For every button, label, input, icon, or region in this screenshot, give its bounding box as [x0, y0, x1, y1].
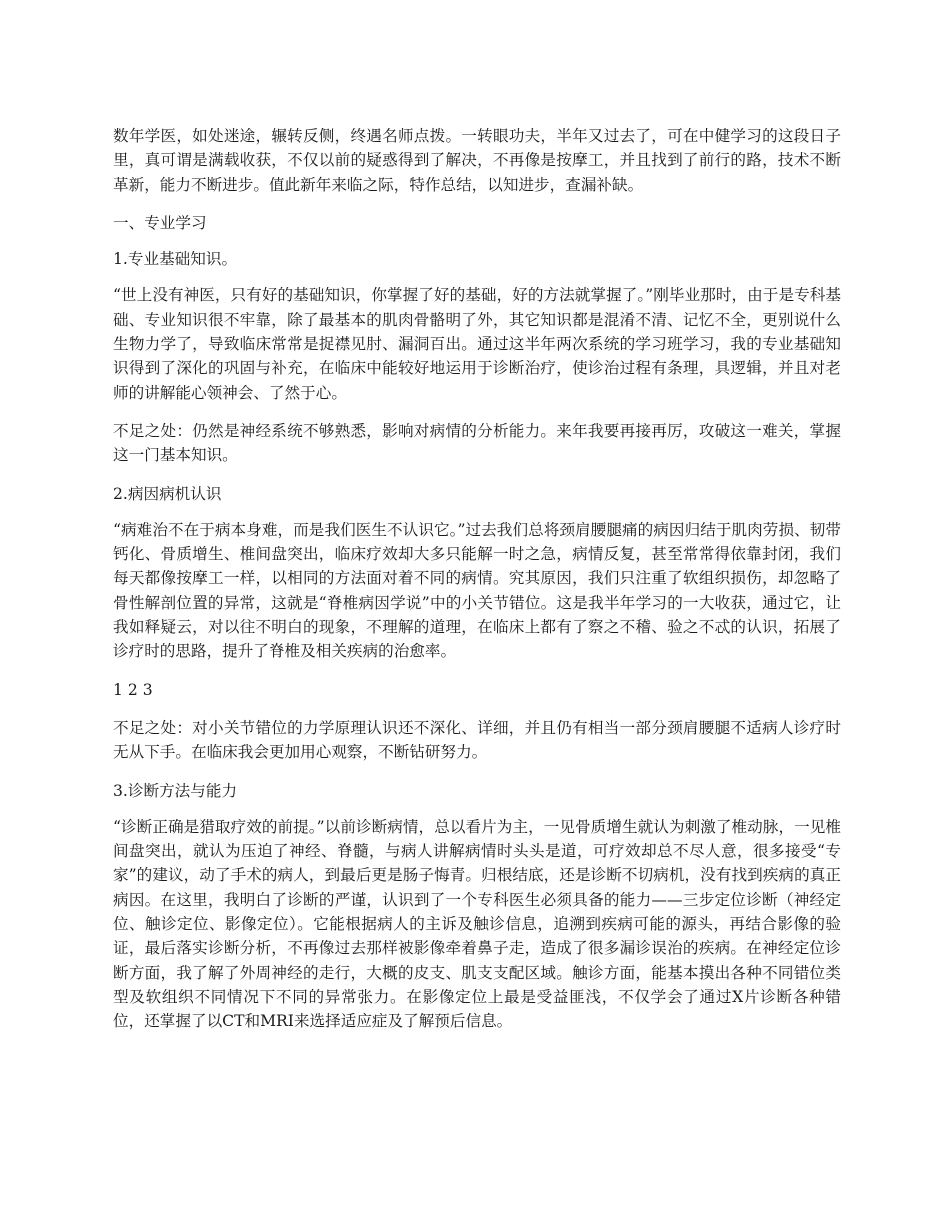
paragraph-etiology: “病难治不在于病本身难，而是我们医生不认识它。”过去我们总将颈肩腰腿痛的病因归结于肌肉劳损、韧带钙化、骨质增生、椎间盘突出，临床疗效却大多只能解一时之急，病情反复，甚至常常得依靠封闭，我们每天都像按摩工一样，以相同的方法面对着不同的病情。究其原因，我们只注重了软组织损伤，却忽略了骨性解剖位置的异常，这就是“脊椎病因学说”中的小关节错位。这是我半年学习的一大收获，通过它，让我如释疑云，对以往不明白的现象，不理解的道理，在临床上都有了察之不稽、验之不忒的认识，拓展了诊疗时的思路，提升了脊椎及相关疾病的治愈率。 — [113, 520, 841, 661]
intro-paragraph: 数年学医，如处迷途，辗转反侧，终遇名师点拨。一转眼功夫，半年又过去了，可在中健学习的这段日子里，真可谓是满载收获，不仅以前的疑惑得到了解决，不再像是按摩工，并且找到了前行的路，技术不断革新，能力不断进步。值此新年来临之际，特作总结，以知进步，查漏补缺。 — [113, 127, 841, 194]
paragraph-shortcoming-1: 不足之处：仍然是神经系统不够熟悉，影响对病情的分析能力。来年我要再接再厉，攻破这一难关，掌握这一门基本知识。 — [113, 421, 841, 465]
subheading-diagnosis: 3.诊断方法与能力 — [113, 781, 238, 800]
section-heading-professional-study: 一、专业学习 — [113, 213, 207, 232]
subheading-basic-knowledge: 1.专业基础知识。 — [113, 250, 238, 269]
paragraph-diagnosis: “诊断正确是猎取疗效的前提。”以前诊断病情，总以看片为主，一见骨质增生就认为刺激了椎动脉，一见椎间盘突出，就认为压迫了神经、脊髓，与病人讲解病情时头头是道，可疗效却总不尽人意，很多接受“专家”的建议，动了手术的病人，到最后更是肠子悔青。归根结底，还是诊断不切病机，没有找到疾病的真正病因。在这里，我明白了诊断的严谨，认识到了一个专科医生必须具备的能力——三步定位诊断（神经定位、触诊定位、影像定位）。它能根据病人的主诉及触诊信息，追溯到疾病可能的源头，再结合影像的验证，最后落实诊断分析，不再像过去那样被影像牵着鼻子走，造成了很多漏诊误治的疾病。在神经定位诊断方面，我了解了外周神经的走行，大概的皮支、肌支支配区域。触诊方面，能基本摸出各种不同错位类型及软组织不同情况下不同的异常张力。在影像定位上最是受益匪浅，不仅学会了通过X片诊断各种错位，还掌握了以CT和MRI来选择适应症及了解预后信息。 — [113, 817, 841, 1031]
paragraph-basic-knowledge: “世上没有神医，只有好的基础知识，你掌握了好的基础，好的方法就掌握了。”刚毕业那时，由于是专科基础、专业知识很不牢靠，除了最基本的肌肉骨骼明了外，其它知识都是混淆不清、记忆不全，更别说什么生物力学了，导致临床常常是捉襟见肘、漏洞百出。通过这半年两次系统的学习班学习，我的专业基础知识得到了深化的巩固与补充，在临床中能较好地运用于诊断治疗，使诊治过程有条理，具逻辑，并且对老师的讲解能心领神会、了然于心。 — [113, 286, 841, 402]
subheading-etiology: 2.病因病机认识 — [113, 484, 222, 503]
document-body — [113, 124, 841, 1048]
paragraph-shortcoming-2: 不足之处：对小关节错位的力学原理认识还不深化、详细，并且仍有相当一部分颈肩腰腿不适病人诊疗时无从下手。在临床我会更加用心观察，不断钻研努力。 — [113, 718, 841, 762]
page-number-marker: 1 2 3 — [113, 680, 153, 699]
